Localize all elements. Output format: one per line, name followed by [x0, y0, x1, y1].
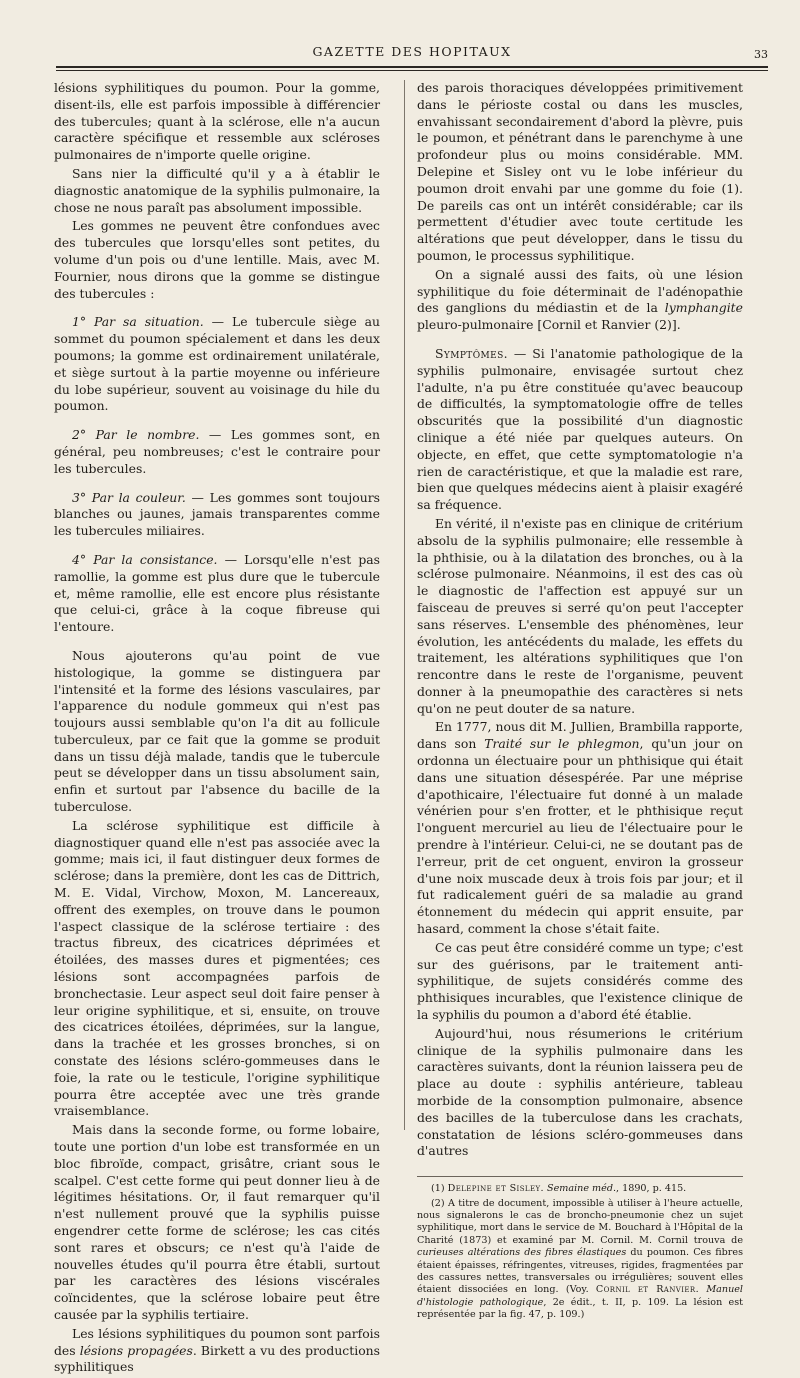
emphasis: lésions propagées: [79, 1342, 193, 1358]
list-item-text: — Lorsqu'elle n'est pas ramollie, la gomme est plus dure que le tubercule et, même ramollie, elle est encore plus résistante que celui-ci, grâce à la coque fibreuse qui l'entoure.: [54, 551, 381, 635]
section-heading: Symptômes.: [435, 345, 508, 361]
list-item-label: 4° Par la consistance.: [72, 551, 218, 567]
footnotes: [417, 1183, 743, 1321]
page-number: 33: [754, 48, 768, 61]
paragraph: La sclérose syphilitique est difficile à diagnostiquer quand elle n'est pas associée avec la gomme; mais ici, il faut distinguer deux formes de sclérose; dans la première, dont les cas de Dittrich, M. E. Vidal, Virchow, Moxon, M. Lancereaux, offrent des exemples, on trouve dans le poumon l'aspect classique de la sclérose tertiaire : des tractus fibreux, des cicatrices déprimées et étoilées, des masses dures et pigmentées; ces lésions sont accompagnées parfois de bronchectasie. Leur aspect seul doit faire penser à leur origine syphilitique, et si, ensuite, on trouve des cicatrices étoilées, déprimées, sur la langue, dans la trachée et les grosses bronches, si on constate des lésions scléro-gommeuses dans le foie, la rate ou le testicule, l'origine syphilitique pourra être acceptée avec une très grande vraisemblance.: [54, 817, 380, 1119]
paragraph: des parois thoraciques développées primitivement dans le périoste costal ou dans les muscles, envahissant secondairement d'abord la plèvre, puis le poumon, et pénétrant dans le parenchyme à une profondeur plus ou moins considérable. MM. Delepine et Sisley ont vu le lobe inférieur du poumon droit envahi par une gomme du foie (1). De pareils cas ont un intérêt considérable; car ils permettent d'étudier avec toute certitude les altérations que peut développer, dans le tissu du poumon, le processus syphilitique.: [417, 80, 743, 263]
paragraph-text: Les lésions syphilitiques du poumon sont parfois des: [54, 1325, 380, 1358]
paragraph: Les gommes ne peuvent être confondues avec des tubercules que lorsqu'elles sont petites, du volume d'un pois ou d'une lentille. Mais, avec M. Fournier, nous dirons que la gomme se distingue des tubercules :: [54, 218, 380, 301]
paragraph: [417, 719, 743, 937]
paragraph-text: On a signalé aussi des faits, où une lésion syphilitique du foie déterminait de l'adénopathie des ganglions du médiastin et de la: [417, 266, 743, 316]
emphasis: curieuses altérations des fibres élastiques: [417, 1247, 627, 1259]
header-rule-thin: [56, 70, 768, 71]
paragraph: Ce cas peut être considéré comme un type; c'est sur des guérisons, par le traitement anti-syphilitique, de sujets considérés comme des phthisiques incurables, que l'existence clinique de la syphilis du poumon a d'abord été établie.: [417, 939, 743, 1023]
paragraph-text: En 1777, nous dit M. Jullien, Brambilla rapporte, dans son: [417, 719, 743, 752]
journal-title: GAZETTE DES HOPITAUX: [312, 44, 512, 59]
paragraph: Aujourd'hui, nous résumerions le critérium clinique de la syphilis pulmonaire dans les caractères suivants, dont la réunion laissera peu de place au doute : syphilis antérieure, tableau morbide de la consomption pulmonaire, absence des bacilles de la tuberculose dans les crachats, constatation de lésions scléro-gommeuses dans d'autres: [417, 1025, 743, 1159]
author-names: Cornil et Ranvier.: [595, 1284, 700, 1296]
paragraph-text: . Birkett a vu des productions syphilitiques: [54, 1342, 380, 1375]
journal-name: Semaine méd.: [543, 1183, 617, 1195]
list-item: [54, 427, 380, 477]
list-item-label: 2° Par le nombre.: [72, 427, 200, 443]
paragraph: [417, 267, 743, 334]
column-divider: [404, 80, 405, 1130]
footnote: [417, 1183, 743, 1195]
footnote-rule: [417, 1176, 743, 1177]
emphasis: lymphangite: [664, 300, 743, 316]
paragraph: En vérité, il n'existe pas en clinique de critérium absolu de la syphilis pulmonaire; elle ressemble à la phthisie, ou à la dilatation des bronches, ou à la sclérose pulmonaire. Néanmoins, il est des cas où le diagnostic de l'affection est appuyé sur un faisceau de preuves si serré qu'on peut l'accepter sans réserves. L'ensemble des phénomènes, leur évolution, les antécédents du malade, les effets du traitement, les altérations syphilitiques que l'on rencontre dans le reste de l'organisme, peuvent donner à la pneumopathie des caractères si nets qu'on ne peut douter de sa nature.: [417, 515, 743, 716]
list-item-text: — Le tubercule siège au sommet du poumon spécialement et dans les deux poumons; la gomme est ordinairement unilatérale, et siège surtout à la partie moyenne ou inférieure du lobe supérieur, souvent au voisinage du hile du poumon.: [54, 314, 380, 414]
book-title: Traité sur le phlegmon: [484, 736, 640, 752]
list-item: [54, 490, 380, 540]
book-title: Manuel d'histologie pathologique: [417, 1284, 743, 1308]
paragraph-text: , qu'un jour on ordonna un électuaire pour un phthisique qui était dans une situation désespérée. Par une méprise d'apothicaire, l'électuaire fut donné à un malade vénérien pour s'en frotter, et le phthisique reçut l'onguent mercuriel au lieu de l'électuaire pour le prendre à l'intérieur. Celui-ci, ne se doutant pas de l'erreur, prit de cet onguent, environ la grosseur d'une noix muscade deux à trois fois par jour; et il fut radicalement guéri de sa maladie au grand étonnement du médecin qui apprit ensuite, par hasard, comment la chose s'était faite.: [417, 736, 743, 937]
footnote: [417, 1198, 743, 1322]
header-rule-thick: [56, 66, 768, 68]
list-item: [54, 552, 380, 636]
list-item-text: — Les gommes sont, en général, peu nombreuses; c'est le contraire pour les tubercules.: [54, 427, 380, 476]
paragraph: Nous ajouterons qu'au point de vue histologique, la gomme se distinguera par l'intensité et la forme des lésions vasculaires, par l'apparence du nodule gommeux qui n'est pas toujours aussi semblable qu'on l'a dit au follicule tuberculeux, par ce fait que la gomme se produit dans un tissu déjà malade, tandis que le tubercule peut se développer dans un tissu absolument sain, enfin et surtout par l'absence du bacille de la tuberculose.: [54, 647, 380, 815]
paragraph: Mais dans la seconde forme, ou forme lobaire, toute une portion d'un lobe est transformée en un bloc fibroïde, compact, grisâtre, criant sous le scalpel. C'est cette forme qui peut donner lieu à de légitimes hésitations. Or, il faut remarquer qu'il n'est nullement prouvé que la syphilis puisse engendrer cette forme de sclérose; les cas cités sont rares et obscurs; ce n'est qu'à l'aide de nouvelles études qu'il pourra être établi, surtout par les caractères des lésions viscérales coïncidentes, que la sclérose lobaire peut être causée par la syphilis tertiaire.: [54, 1122, 380, 1322]
list-item-text: — Les gommes sont toujours blanches ou jaunes, jamais transparentes comme les tubercules miliaires.: [54, 489, 380, 539]
left-column: [54, 80, 380, 1378]
paragraph: Sans nier la difficulté qu'il y a à établir le diagnostic anatomique de la syphilis pulmonaire, la chose ne nous paraît pas absolument impossible.: [54, 165, 380, 215]
list-item-label: 3° Par la couleur.: [72, 489, 186, 505]
author-names: Delepine et Sisley.: [447, 1183, 544, 1195]
paragraph: [54, 1326, 380, 1376]
citation-text: , 1890, p. 415.: [616, 1183, 687, 1195]
list-item-label: 1° Par sa situation.: [72, 314, 204, 330]
right-column: [417, 80, 743, 1324]
paragraph: lésions syphilitiques du poumon. Pour la gomme, disent-ils, elle est parfois impossible à différencier des tubercules; quant à la sclérose, elle n'a aucun caractère spécifique et ressemble aux scléroses pulmonaires de n'importe quelle origine.: [54, 80, 380, 163]
paragraph-text: — Si l'anatomie pathologique de la syphilis pulmonaire, envisagée surtout chez l'adulte, n'a pu être constituée qu'avec beaucoup de difficultés, la symptomatologie offre de telles obscurités que la possibilité d'un diagnostic clinique a été niée par quelques auteurs. On objecte, en effet, que cette symptomatologie n'a rien de caractéristique, et que la maladie est rare, bien que quelques médecins aient à plaisir exagéré sa fréquence.: [417, 345, 743, 513]
paragraph-text: pleuro-pulmonaire [Cornil et Ranvier (2)].: [417, 317, 681, 333]
footnote-text: , 2e édit., t. II, p. 109. La lésion est représentée par la fig. 47, p. 109.): [417, 1296, 743, 1321]
footnote-text: du poumon. Ces fibres étaient épaisses, réfringentes, vitreuses, rigides, fragmentées par des cassures nettes, transversales ou irrégulières; souvent elles étaient dissociées en long. (Voy.: [417, 1247, 743, 1296]
running-header: [56, 44, 768, 64]
list-item: [54, 314, 380, 415]
footnote-marker: (1): [431, 1183, 448, 1195]
footnote-text: (2) A titre de document, impossible à utiliser à l'heure actuelle, nous signalerons le cas de broncho-pneumonie chez un sujet syphilitique, mort dans le service de M. Bouchard à l'Hôpital de la Charité (1873) et examiné par M. Cornil. M. Cornil trouva de: [417, 1197, 743, 1246]
section-paragraph: [417, 346, 743, 514]
